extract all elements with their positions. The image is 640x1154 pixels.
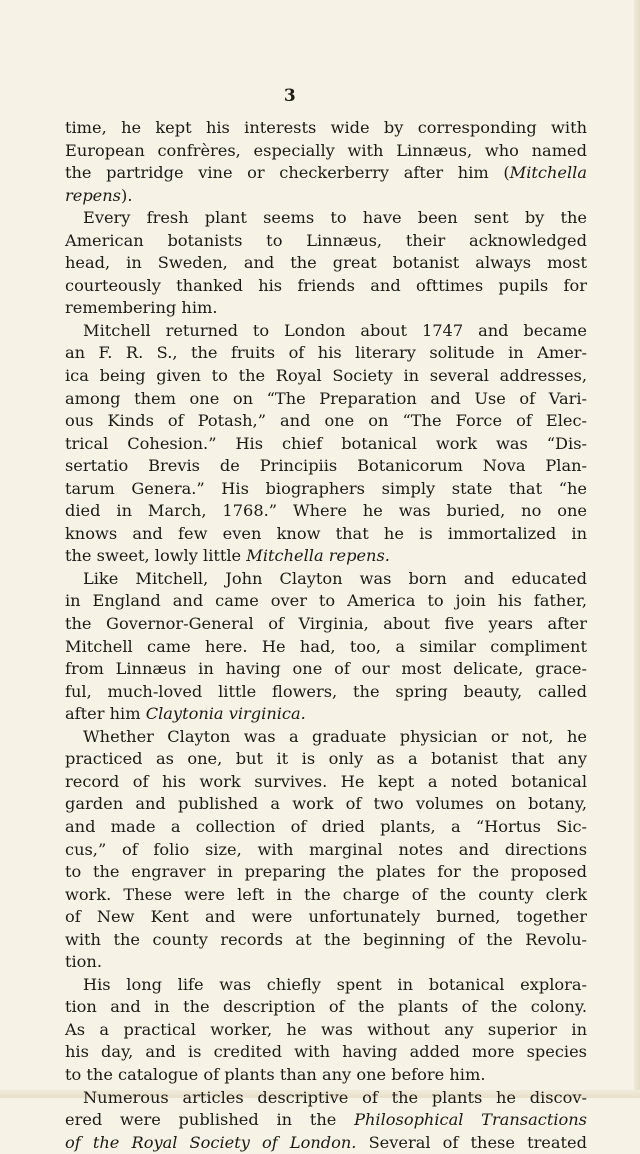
text-segment: ered were published in the <box>65 1110 355 1130</box>
text-line: among them one on “The Preparation and Use of Vari- <box>65 388 587 408</box>
text-line: Mitchell returned to London about 1747 and became <box>83 320 587 340</box>
text-line: with the county records at the beginning of the Revolu- <box>65 929 587 949</box>
italic-segment: Mitchella <box>509 163 587 183</box>
body-text <box>65 117 587 1154</box>
text-line <box>65 1132 587 1154</box>
text-line <box>65 185 587 208</box>
text-line: an F. R. S., the fruits of his literary solitude in Amer- <box>65 343 587 363</box>
text-line: practiced as one, but it is only as a botanist that any <box>65 749 587 769</box>
text-segment: ). <box>121 185 133 205</box>
text-line: in England and came over to America to join his father, <box>65 591 587 611</box>
page-edge-shadow <box>634 0 640 1098</box>
text-line: the Governor-General of Virginia, about five years after <box>65 614 587 634</box>
text-line: time, he kept his interests wide by corresponding with <box>65 118 587 137</box>
text-line: record of his work survives. He kept a noted botanical <box>65 771 587 791</box>
text-line: ous Kinds of Potash,” and one on “The Force of Elec- <box>65 411 587 431</box>
page-number: 3 <box>283 86 297 106</box>
text-line: sertatio Brevis de Principiis Botanicorum Nova Plan- <box>65 456 587 476</box>
text-line: Every fresh plant seems to have been sent by the <box>83 208 587 228</box>
text-segment: Several of these treated <box>356 1132 587 1152</box>
italic-segment: of the Royal Society of London. <box>65 1132 357 1152</box>
text-line: Like Mitchell, John Clayton was born and educated <box>83 568 587 588</box>
text-line: ful, much-loved little flowers, the spring beauty, called <box>65 681 587 701</box>
text-line: cus,” of folio size, with marginal notes and directions <box>65 839 587 859</box>
text-segment: the sweet, lowly little <box>65 546 247 566</box>
text-line: to the engraver in preparing the plates for the proposed <box>65 862 587 882</box>
text-line: of New Kent and were unfortunately burned, together <box>65 907 587 927</box>
text-line: tion and in the description of the plants of the colony. <box>65 997 587 1017</box>
text-line: Whether Clayton was a graduate physician or not, he <box>83 726 587 746</box>
italic-segment: Mitchella repens. <box>246 546 390 566</box>
text-line: knows and few even know that he is immortalized in <box>65 523 587 543</box>
text-line: work. These were left in the charge of the county clerk <box>65 884 587 904</box>
italic-segment: Claytonia virginica. <box>145 704 306 724</box>
italic-segment: repens <box>65 185 121 205</box>
text-line: As a practical worker, he was without any superior in <box>65 1019 587 1039</box>
text-line: head, in Sweden, and the great botanist always most <box>65 253 587 273</box>
text-line: his day, and is credited with having added more species <box>65 1042 587 1062</box>
text-segment: after him <box>65 704 146 724</box>
text-line <box>65 162 587 185</box>
text-line: trical Cohesion.” His chief botanical work was “Dis- <box>65 433 587 453</box>
text-line: European confrères, especially with Linnæus, who named <box>65 140 587 160</box>
text-line: from Linnæus in having one of our most delicate, grace- <box>65 659 587 679</box>
text-line: garden and published a work of two volumes on botany, <box>65 794 587 814</box>
text-line: Numerous articles descriptive of the plants he discov- <box>83 1087 587 1107</box>
text-line <box>65 703 587 726</box>
text-line: and made a collection of dried plants, a “Hortus Sic- <box>65 816 587 836</box>
text-line: tion. <box>65 952 102 972</box>
text-line: Mitchell came here. He had, too, a similar compliment <box>65 636 587 656</box>
text-line: remembering him. <box>65 298 218 318</box>
italic-segment: Philosophical Transactions <box>354 1110 587 1130</box>
text-line: ica being given to the Royal Society in several addresses, <box>65 366 587 386</box>
text-line: His long life was chiefly spent in botanical explora- <box>83 974 587 994</box>
text-line <box>65 1109 587 1132</box>
text-line: courteously thanked his friends and ofttimes pupils for <box>65 275 587 295</box>
text-line: American botanists to Linnæus, their acknowledged <box>65 230 587 250</box>
text-line: to the catalogue of plants than any one before him. <box>65 1064 486 1084</box>
text-line <box>65 545 587 568</box>
text-line: died in March, 1768.” Where he was buried, no one <box>65 501 587 521</box>
text-segment: the partridge vine or checkerberry after him ( <box>65 163 510 183</box>
text-line: tarum Genera.” His biographers simply state that “he <box>65 478 587 498</box>
